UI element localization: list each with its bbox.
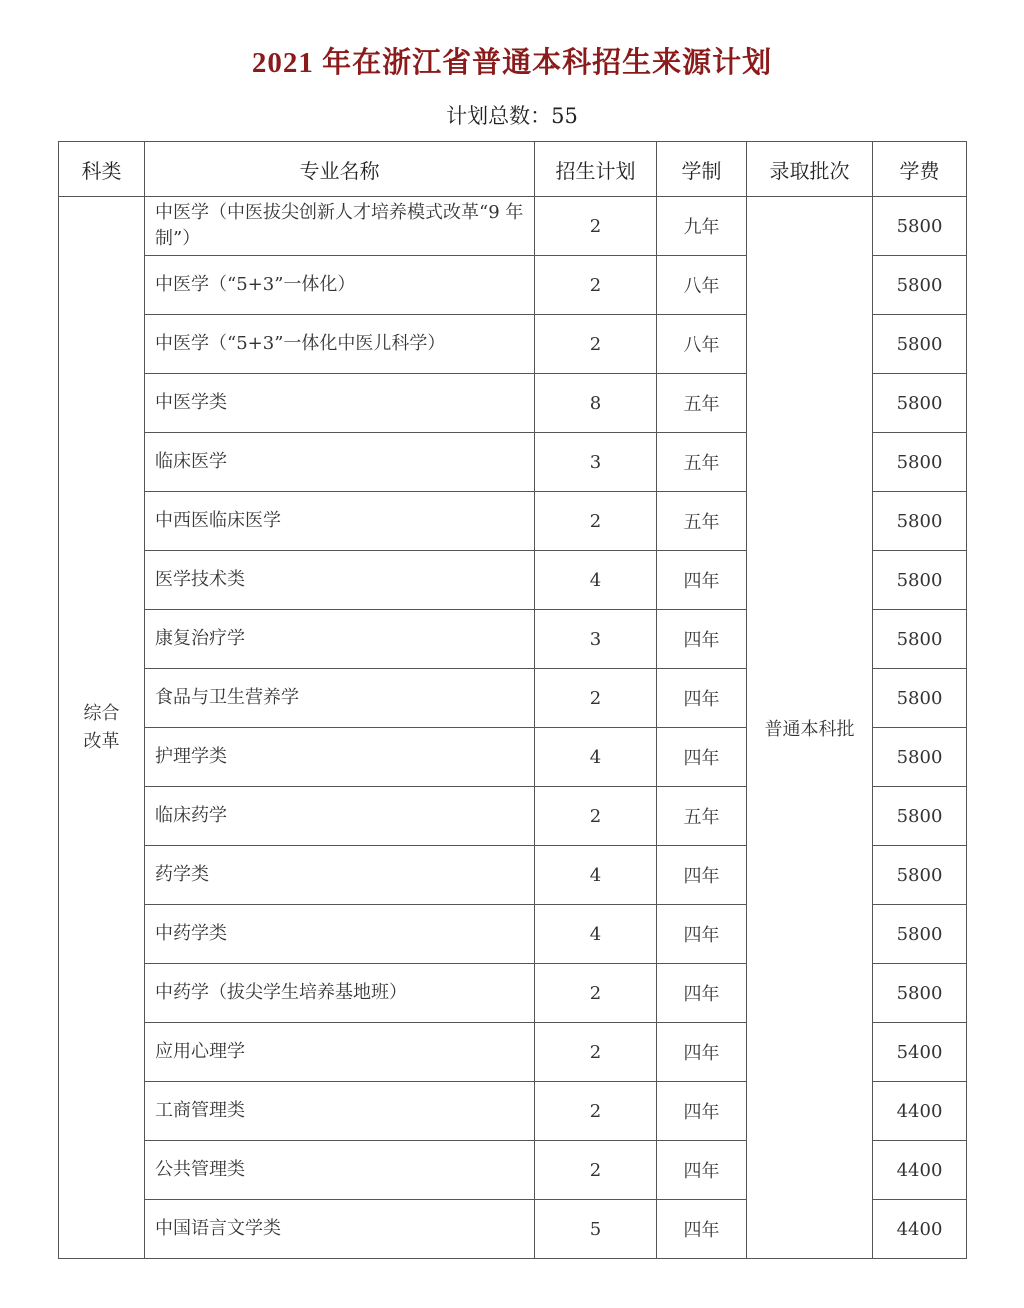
plan-count-cell: 2: [535, 315, 657, 374]
header-fee: 学费: [873, 142, 967, 197]
header-duration: 学制: [657, 142, 747, 197]
page-title: 2021 年在浙江省普通本科招生来源计划: [251, 47, 773, 79]
major-name-cell: 中医学（“5+3”一体化中医儿科学）: [145, 315, 535, 374]
plan-count-cell: 3: [535, 433, 657, 492]
plan-count-cell: 2: [535, 964, 657, 1023]
fee-cell: 5800: [873, 374, 967, 433]
major-name-cell: 中药学（拔尖学生培养基地班）: [145, 964, 535, 1023]
duration-cell: 五年: [657, 787, 747, 846]
fee-cell: 5800: [873, 197, 967, 256]
fee-cell: 5400: [873, 1023, 967, 1082]
duration-cell: 四年: [657, 964, 747, 1023]
fee-cell: 4400: [873, 1200, 967, 1259]
duration-cell: 五年: [657, 433, 747, 492]
plan-count-cell: 2: [535, 1023, 657, 1082]
fee-cell: 4400: [873, 1082, 967, 1141]
duration-cell: 四年: [657, 610, 747, 669]
batch-label: 普通本科批: [764, 718, 855, 740]
plan-count-cell: 5: [535, 1200, 657, 1259]
plan-count-cell: 2: [535, 256, 657, 315]
duration-cell: 九年: [657, 197, 747, 256]
fee-cell: 5800: [873, 787, 967, 846]
duration-cell: 四年: [657, 551, 747, 610]
major-name-cell: 食品与卫生营养学: [145, 669, 535, 728]
major-name-cell: 工商管理类: [145, 1082, 535, 1141]
duration-cell: 四年: [657, 1200, 747, 1259]
fee-cell: 5800: [873, 964, 967, 1023]
duration-cell: 四年: [657, 728, 747, 787]
duration-cell: 四年: [657, 1082, 747, 1141]
plan-count-cell: 4: [535, 846, 657, 905]
plan-count-cell: 4: [535, 728, 657, 787]
duration-cell: 八年: [657, 256, 747, 315]
fee-cell: 5800: [873, 492, 967, 551]
table-row: [59, 197, 967, 256]
major-name-cell: 中国语言文学类: [145, 1200, 535, 1259]
major-name-cell: 中西医临床医学: [145, 492, 535, 551]
plan-count-cell: 2: [535, 1082, 657, 1141]
fee-cell: 5800: [873, 846, 967, 905]
category-label: 综合改革: [83, 702, 120, 752]
fee-cell: 5800: [873, 669, 967, 728]
fee-cell: 5800: [873, 728, 967, 787]
duration-cell: 四年: [657, 846, 747, 905]
plan-count-cell: 8: [535, 374, 657, 433]
plan-count-cell: 2: [535, 1141, 657, 1200]
fee-cell: 5800: [873, 315, 967, 374]
fee-cell: 4400: [873, 1141, 967, 1200]
major-name-cell: 药学类: [145, 846, 535, 905]
plan-count-cell: 2: [535, 197, 657, 256]
major-name-cell: 临床药学: [145, 787, 535, 846]
header-category: 科类: [59, 142, 145, 197]
plan-count-cell: 2: [535, 492, 657, 551]
category-cell: [59, 197, 145, 1259]
major-name-cell: 护理学类: [145, 728, 535, 787]
plan-count-cell: 2: [535, 669, 657, 728]
header-major: 专业名称: [145, 142, 535, 197]
plan-count-cell: 2: [535, 787, 657, 846]
batch-cell: [747, 197, 873, 1259]
header-plan: 招生计划: [535, 142, 657, 197]
fee-cell: 5800: [873, 256, 967, 315]
duration-cell: 四年: [657, 1023, 747, 1082]
major-name-cell: 医学技术类: [145, 551, 535, 610]
duration-cell: 五年: [657, 492, 747, 551]
fee-cell: 5800: [873, 905, 967, 964]
plan-count-cell: 4: [535, 551, 657, 610]
admission-plan-table: [58, 141, 967, 1259]
major-name-cell: 中医学（“5+3”一体化）: [145, 256, 535, 315]
major-name-cell: 康复治疗学: [145, 610, 535, 669]
duration-cell: 五年: [657, 374, 747, 433]
major-name-cell: 公共管理类: [145, 1141, 535, 1200]
table-body: [59, 197, 967, 1259]
fee-cell: 5800: [873, 610, 967, 669]
total-plan: 计划总数：55: [446, 104, 578, 128]
duration-cell: 四年: [657, 669, 747, 728]
plan-count-cell: 4: [535, 905, 657, 964]
duration-cell: 八年: [657, 315, 747, 374]
major-name-cell: 中医学类: [145, 374, 535, 433]
major-name-cell: 临床医学: [145, 433, 535, 492]
plan-count-cell: 3: [535, 610, 657, 669]
major-name-cell: 中药学类: [145, 905, 535, 964]
major-name-cell: 中医学（中医拔尖创新人才培养模式改革“9 年制”）: [145, 197, 535, 256]
fee-cell: 5800: [873, 433, 967, 492]
major-name-cell: 应用心理学: [145, 1023, 535, 1082]
duration-cell: 四年: [657, 905, 747, 964]
duration-cell: 四年: [657, 1141, 747, 1200]
fee-cell: 5800: [873, 551, 967, 610]
table-header-row: [59, 142, 967, 197]
header-batch: 录取批次: [747, 142, 873, 197]
